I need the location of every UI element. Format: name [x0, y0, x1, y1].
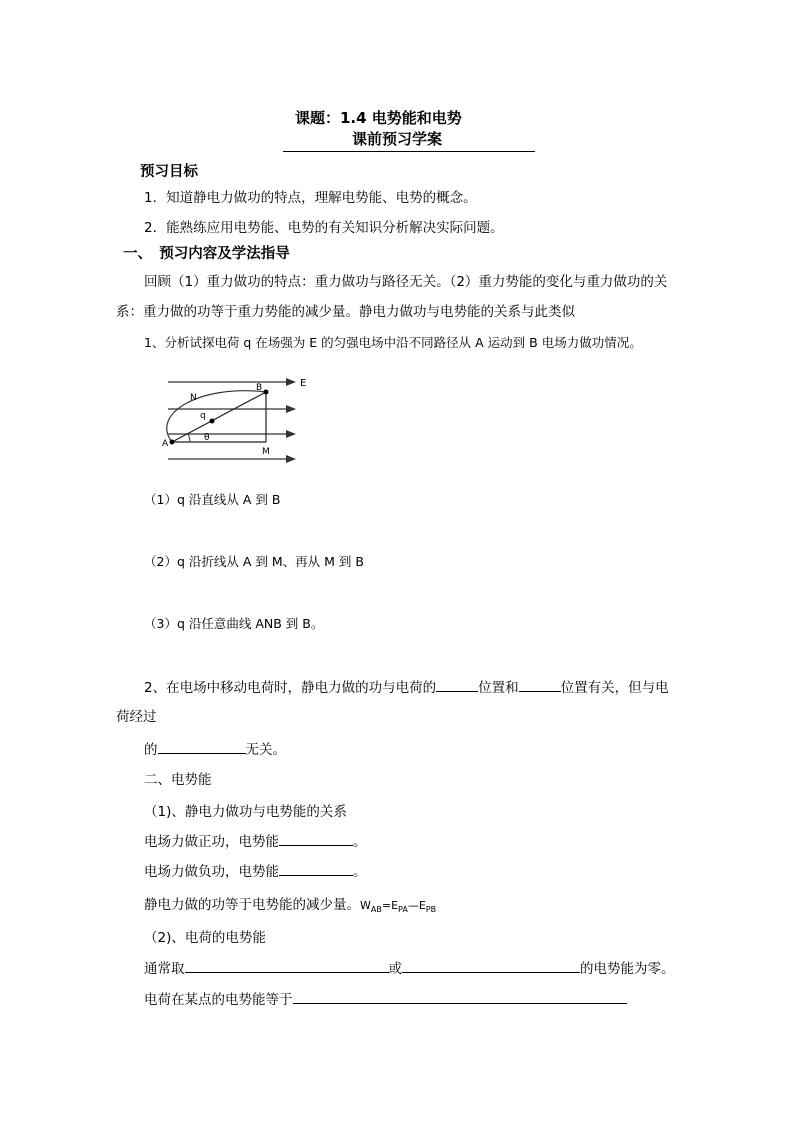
- section1-heading: 一、 预习内容及学法指导: [123, 246, 290, 262]
- angle-arc: [188, 434, 190, 442]
- formula-e1-sub: PA: [398, 905, 408, 915]
- charge-q: [210, 419, 215, 424]
- blank-positive-work[interactable]: [279, 831, 353, 846]
- zero-text-a: 通常取: [144, 961, 185, 977]
- blank-zero-ref-2[interactable]: [402, 958, 580, 973]
- label-e: E: [300, 378, 307, 389]
- label-a: A: [162, 439, 169, 449]
- q2-text-b: 位置和: [478, 680, 519, 696]
- path-1: （1）q 沿直线从 A 到 B: [144, 492, 281, 507]
- blank-negative-work[interactable]: [279, 861, 353, 876]
- point-energy-text: 电荷在某点的电势能等于: [144, 992, 293, 1008]
- label-b: B: [256, 383, 263, 393]
- field-arrow-head: [286, 405, 296, 413]
- zero-reference-line: [144, 957, 675, 977]
- field-arrow-head: [286, 430, 296, 438]
- question-1: 1、分析试探电荷 q 在场强为 E 的匀强电场中沿不同路径从 A 运动到 B 电场力做功情况。: [144, 335, 642, 350]
- review-line-1: 回顾（1）重力做功的特点：重力做功与路径无关。（2）重力势能的变化与重力做功的关: [144, 274, 668, 290]
- section2-sub2: （2)、电荷的电势能: [144, 930, 266, 946]
- label-n: N: [190, 393, 197, 403]
- positive-work-text: 电场力做正功，电势能: [144, 834, 279, 850]
- period: 。: [353, 834, 367, 850]
- field-arrow-head: [286, 455, 296, 463]
- zero-text-c: 的电势能为零。: [580, 961, 675, 977]
- negative-work-line: [144, 860, 367, 880]
- relation-text: 静电力做的功等于电势能的减少量。: [144, 897, 360, 913]
- goals-heading: 预习目标: [140, 164, 198, 180]
- goal-item-1: 1．知道静电力做功的特点，理解电势能、电势的概念。: [144, 190, 477, 206]
- negative-work-text: 电场力做负功，电势能: [144, 864, 279, 880]
- relation-line: [144, 893, 436, 914]
- question-2-line-2: 荷经过: [116, 709, 157, 725]
- point-energy-line: [144, 988, 627, 1008]
- blank-point-energy[interactable]: [293, 989, 627, 1004]
- point-b: [264, 390, 269, 395]
- period: 。: [353, 864, 367, 880]
- page-title: 课题：1.4 电势能和电势: [295, 109, 462, 127]
- review-line-2: 系：重力做的功等于重力势能的减少量。静电力做功与电势能的关系与此类似: [116, 304, 575, 320]
- blank-zero-ref-1[interactable]: [185, 958, 389, 973]
- formula-w-sub: AB: [370, 905, 382, 915]
- formula-w: W: [360, 899, 371, 912]
- goal-item-2: 2．能熟练应用电势能、电势的有关知识分析解决实际问题。: [144, 220, 504, 236]
- question-2-line-3: [144, 738, 286, 758]
- formula-eq: =E: [381, 899, 399, 912]
- q2-text-c: 位置有关，但与电: [560, 680, 669, 696]
- blank-final-position[interactable]: [519, 677, 561, 692]
- path-2: （2）q 沿折线从 A 到 M、再从 M 到 B: [144, 554, 364, 569]
- question-2-line-1: [144, 676, 669, 696]
- section2-sub1: （1)、静电力做功与电势能的关系: [144, 804, 347, 820]
- zero-text-b: 或: [388, 961, 402, 977]
- title-divider: [283, 151, 535, 152]
- positive-work-line: [144, 830, 367, 850]
- label-theta: θ: [204, 433, 210, 443]
- formula-minus: —E: [407, 899, 426, 912]
- blank-initial-position[interactable]: [436, 677, 478, 692]
- point-a: [170, 440, 175, 445]
- field-arrow-head: [286, 378, 296, 386]
- formula: [360, 899, 437, 915]
- label-q: q: [200, 411, 206, 421]
- page-subtitle: 课前预习学案: [352, 130, 443, 148]
- label-m: M: [262, 447, 270, 457]
- blank-path[interactable]: [158, 739, 246, 754]
- section2-heading: 二、电势能: [144, 772, 212, 788]
- path-3: （3）q 沿任意曲线 ANB 到 B。: [144, 616, 324, 631]
- q2-text-e: 无关。: [245, 742, 286, 758]
- q2-text-d: 的: [144, 742, 158, 758]
- electric-field-diagram: [160, 374, 310, 466]
- formula-e2-sub: PB: [425, 905, 437, 915]
- q2-text-a: 2、在电场中移动电荷时，静电力做的功与电荷的: [144, 680, 437, 696]
